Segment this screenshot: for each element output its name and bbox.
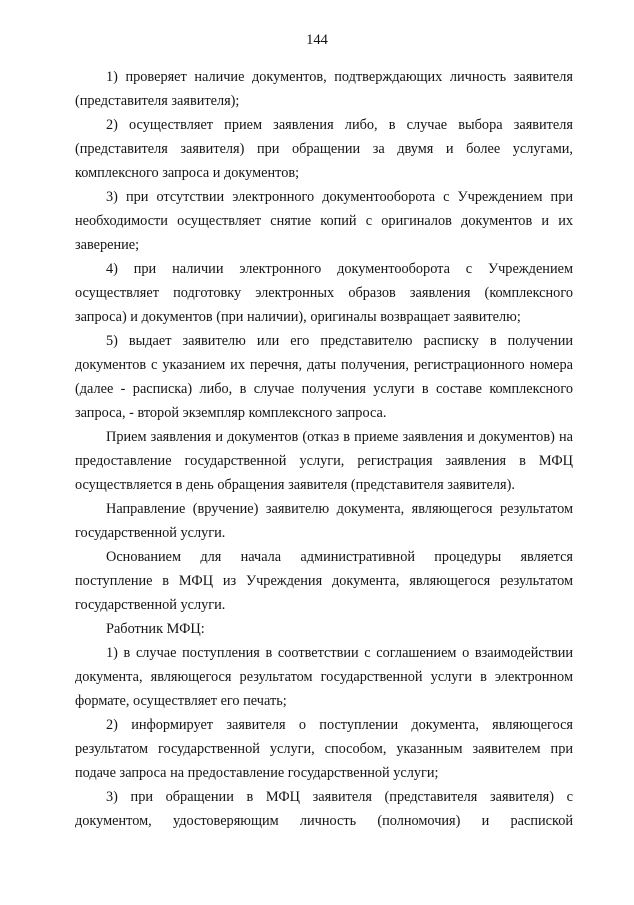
page-number: 144 (306, 32, 328, 48)
paragraph-verify-documents: 1) проверяет наличие документов, подтверждающих личность заявителя (представителя заявителя); (75, 69, 573, 109)
paragraph-applicant-visit: 3) при обращении в МФЦ заявителя (представителя заявителя) с документом, удостоверяющим личность (полномочия) и распиской (75, 789, 573, 829)
document-body (75, 65, 573, 833)
paragraph-copy-documents: 3) при отсутствии электронного документооборота с Учреждением при необходимости осуществляет снятие копий с оригиналов документов и их заверение; (75, 189, 573, 253)
paragraph-electronic-images: 4) при наличии электронного документооборота с Учреждением осуществляет подготовку электронных образов заявления (комплексного запроса) и документов (при наличии), оригиналы возвращает заявителю; (75, 261, 573, 325)
paragraph-inform-applicant: 2) информирует заявителя о поступлении документа, являющегося результатом государственной услуги, способом, указанным заявителем при подаче запроса на предоставление государственной услуги; (75, 717, 573, 781)
paragraph-issue-receipt: 5) выдает заявителю или его представителю расписку в получении документов с указанием их перечня, даты получения, регистрационного номера (далее - расписка) либо, в случае получения услуги в составе комплексного запроса, - второй экземпляр комплексного запроса. (75, 333, 573, 421)
paragraph-acceptance-registration: Прием заявления и документов (отказ в приеме заявления и документов) на предоставление государственной услуги, регистрация заявления в МФЦ осуществляется в день обращения заявителя (представителя заявителя). (75, 429, 573, 493)
paragraph-result-delivery-heading: Направление (вручение) заявителю документа, являющегося результатом государственной услуги. (75, 501, 573, 541)
paragraph-mfc-worker: Работник МФЦ: (106, 621, 205, 637)
paragraph-print-result: 1) в случае поступления в соответствии с соглашением о взаимодействии документа, являющегося результатом государственной услуги в электронном формате, осуществляет его печать; (75, 645, 573, 709)
paragraph-procedure-basis: Основанием для начала административной процедуры является поступление в МФЦ из Учреждения документа, являющегося результатом государственной услуги. (75, 549, 573, 613)
paragraph-accept-application: 2) осуществляет прием заявления либо, в случае выбора заявителя (представителя заявителя) при обращении за двумя и более услугами, комплексного запроса и документов; (75, 117, 573, 181)
